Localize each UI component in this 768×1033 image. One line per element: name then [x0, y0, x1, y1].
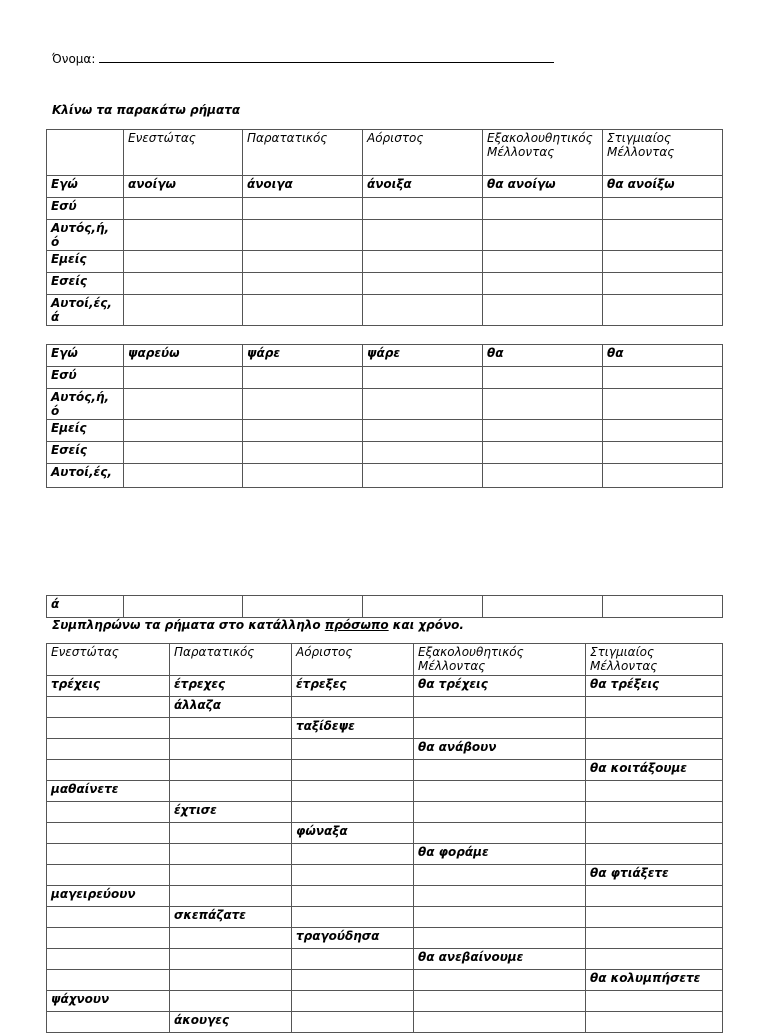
blank-answer-cell[interactable] — [586, 718, 723, 739]
blank-answer-cell[interactable] — [292, 802, 414, 823]
instruction-complete-after: και χρόνο. — [388, 618, 464, 632]
blank-answer-cell[interactable] — [483, 273, 603, 295]
blank-answer-cell[interactable] — [243, 442, 363, 464]
table-cell: θα ανοίξω — [603, 176, 723, 198]
header-cell: Αόριστος — [292, 644, 414, 676]
table-cell: θα — [603, 345, 723, 367]
blank-answer-cell[interactable] — [124, 596, 243, 618]
blank-answer-cell[interactable] — [414, 928, 586, 949]
table-row — [47, 345, 723, 367]
blank-answer-cell[interactable] — [47, 844, 170, 865]
blank-answer-cell[interactable] — [292, 991, 414, 1012]
blank-answer-cell[interactable] — [47, 970, 170, 991]
conjugation-table-psarevo — [46, 344, 723, 488]
blank-answer-cell[interactable] — [586, 844, 723, 865]
table-cell: άνοιγα — [243, 176, 363, 198]
header-cell: Ενεστώτας — [124, 130, 243, 176]
blank-answer-cell[interactable] — [170, 886, 292, 907]
blank-answer-cell[interactable] — [124, 220, 243, 251]
table-row — [47, 220, 723, 251]
table-cell: έτρεχες — [170, 676, 292, 697]
table-row — [47, 420, 723, 442]
header-cell: Στιγμιαίος Μέλλοντας — [586, 644, 723, 676]
blank-answer-cell[interactable] — [414, 781, 586, 802]
table-cell: Αυτός,ή, ό — [47, 220, 124, 251]
table-cell: θα φτιάξετε — [586, 865, 723, 886]
table-cell: θα κολυμπήσετε — [586, 970, 723, 991]
blank-answer-cell[interactable] — [483, 367, 603, 389]
table-row — [47, 718, 723, 739]
blank-answer-cell[interactable] — [363, 251, 483, 273]
table-row — [47, 442, 723, 464]
blank-answer-cell[interactable] — [363, 464, 483, 488]
blank-answer-cell[interactable] — [292, 844, 414, 865]
blank-answer-cell[interactable] — [243, 251, 363, 273]
table-cell: έχτισε — [170, 802, 292, 823]
blank-answer-cell[interactable] — [124, 420, 243, 442]
header-row — [47, 130, 723, 176]
blank-answer-cell[interactable] — [243, 420, 363, 442]
blank-answer-cell[interactable] — [363, 596, 483, 618]
blank-answer-cell[interactable] — [414, 1012, 586, 1033]
instruction-complete — [52, 618, 464, 632]
table-cell: φώναξα — [292, 823, 414, 844]
table-cell: Αυτοί,ές, — [47, 464, 124, 488]
table-row — [47, 389, 723, 420]
table-cell: θα ανάβουν — [414, 739, 586, 760]
blank-answer-cell[interactable] — [414, 991, 586, 1012]
blank-answer-cell[interactable] — [414, 802, 586, 823]
blank-answer-cell[interactable] — [414, 865, 586, 886]
blank-answer-cell[interactable] — [47, 949, 170, 970]
blank-answer-cell[interactable] — [170, 991, 292, 1012]
table-cell: σκεπάζατε — [170, 907, 292, 928]
blank-answer-cell[interactable] — [243, 596, 363, 618]
blank-answer-cell[interactable] — [170, 844, 292, 865]
table-cell: θα φοράμε — [414, 844, 586, 865]
blank-answer-cell[interactable] — [483, 596, 603, 618]
table-cell: ά — [47, 596, 124, 618]
blank-answer-cell[interactable] — [363, 442, 483, 464]
blank-answer-cell[interactable] — [586, 697, 723, 718]
conjugation-table-continuation — [46, 595, 723, 618]
header-cell — [47, 130, 124, 176]
blank-answer-cell[interactable] — [586, 823, 723, 844]
table-cell: μαθαίνετε — [47, 781, 170, 802]
table-cell: ψάρε — [243, 345, 363, 367]
blank-answer-cell[interactable] — [170, 739, 292, 760]
header-row — [47, 644, 723, 676]
blank-answer-cell[interactable] — [414, 760, 586, 781]
blank-answer-cell[interactable] — [414, 697, 586, 718]
blank-answer-cell[interactable] — [292, 739, 414, 760]
blank-answer-cell[interactable] — [586, 802, 723, 823]
blank-answer-cell[interactable] — [483, 389, 603, 420]
header-cell: Παρατατικός — [243, 130, 363, 176]
blank-answer-cell[interactable] — [292, 865, 414, 886]
table-row — [47, 295, 723, 326]
blank-answer-cell[interactable] — [292, 886, 414, 907]
table-row — [47, 198, 723, 220]
table-row — [47, 928, 723, 949]
blank-answer-cell[interactable] — [603, 251, 723, 273]
blank-answer-cell[interactable] — [483, 295, 603, 326]
table-row — [47, 596, 723, 618]
blank-answer-cell[interactable] — [170, 823, 292, 844]
instruction-conjugate: Κλίνω τα παρακάτω ρήματα — [52, 103, 241, 117]
blank-answer-cell[interactable] — [170, 718, 292, 739]
table-cell: Εσείς — [47, 273, 124, 295]
blank-answer-cell[interactable] — [586, 907, 723, 928]
blank-answer-cell[interactable] — [483, 420, 603, 442]
name-label: Όνομα: — [52, 52, 96, 66]
name-field-row — [52, 50, 554, 66]
blank-answer-cell[interactable] — [243, 220, 363, 251]
blank-answer-cell[interactable] — [603, 273, 723, 295]
table-row — [47, 760, 723, 781]
blank-answer-cell[interactable] — [170, 865, 292, 886]
blank-answer-cell[interactable] — [243, 464, 363, 488]
blank-answer-cell[interactable] — [603, 464, 723, 488]
conjugation-table-anoigo — [46, 129, 723, 326]
blank-answer-cell[interactable] — [47, 739, 170, 760]
blank-answer-cell[interactable] — [586, 949, 723, 970]
blank-answer-cell[interactable] — [483, 220, 603, 251]
blank-answer-cell[interactable] — [414, 823, 586, 844]
blank-answer-cell[interactable] — [414, 718, 586, 739]
blank-answer-cell[interactable] — [170, 949, 292, 970]
blank-answer-cell[interactable] — [603, 295, 723, 326]
blank-answer-cell[interactable] — [170, 781, 292, 802]
blank-answer-cell[interactable] — [603, 198, 723, 220]
table-cell: Εσύ — [47, 367, 124, 389]
table-row — [47, 781, 723, 802]
blank-answer-cell[interactable] — [414, 970, 586, 991]
blank-answer-cell[interactable] — [124, 198, 243, 220]
header-cell: Ενεστώτας — [47, 644, 170, 676]
table-row — [47, 464, 723, 488]
table-cell: άλλαζα — [170, 697, 292, 718]
blank-answer-cell[interactable] — [170, 928, 292, 949]
table-cell: ανοίγω — [124, 176, 243, 198]
blank-answer-cell[interactable] — [292, 781, 414, 802]
blank-answer-cell[interactable] — [292, 970, 414, 991]
table-row — [47, 676, 723, 697]
blank-answer-cell[interactable] — [292, 1012, 414, 1033]
table-row — [47, 949, 723, 970]
table-cell: Εσείς — [47, 442, 124, 464]
blank-answer-cell[interactable] — [292, 907, 414, 928]
blank-answer-cell[interactable] — [243, 295, 363, 326]
blank-answer-cell[interactable] — [124, 367, 243, 389]
table-row — [47, 697, 723, 718]
blank-answer-cell[interactable] — [292, 697, 414, 718]
blank-answer-cell[interactable] — [47, 697, 170, 718]
blank-answer-cell[interactable] — [124, 273, 243, 295]
blank-answer-cell[interactable] — [603, 596, 723, 618]
table-cell: μαγειρεύουν — [47, 886, 170, 907]
blank-answer-cell[interactable] — [170, 760, 292, 781]
table-cell: Εγώ — [47, 345, 124, 367]
table-cell: άνοιξα — [363, 176, 483, 198]
blank-answer-cell[interactable] — [603, 367, 723, 389]
blank-answer-cell[interactable] — [47, 928, 170, 949]
header-cell: Παρατατικός — [170, 644, 292, 676]
tense-completion-table — [46, 643, 723, 1033]
blank-answer-cell[interactable] — [363, 389, 483, 420]
blank-answer-cell[interactable] — [414, 886, 586, 907]
blank-answer-cell[interactable] — [47, 802, 170, 823]
blank-answer-cell[interactable] — [124, 251, 243, 273]
blank-answer-cell[interactable] — [483, 251, 603, 273]
table-cell: τρέχεις — [47, 676, 170, 697]
table-row — [47, 970, 723, 991]
blank-answer-cell[interactable] — [292, 949, 414, 970]
table-row — [47, 844, 723, 865]
blank-answer-cell[interactable] — [243, 389, 363, 420]
blank-answer-cell[interactable] — [363, 273, 483, 295]
blank-answer-cell[interactable] — [603, 389, 723, 420]
table-cell: ταξίδεψε — [292, 718, 414, 739]
table-row — [47, 802, 723, 823]
table-row — [47, 251, 723, 273]
table-cell: Εσύ — [47, 198, 124, 220]
table-row — [47, 991, 723, 1012]
table-row — [47, 1012, 723, 1033]
blank-answer-cell[interactable] — [243, 367, 363, 389]
blank-answer-cell[interactable] — [47, 718, 170, 739]
table-row — [47, 823, 723, 844]
table-cell: ψάχνουν — [47, 991, 170, 1012]
blank-answer-cell[interactable] — [363, 220, 483, 251]
blank-answer-cell[interactable] — [586, 928, 723, 949]
table-cell: τραγούδησα — [292, 928, 414, 949]
blank-answer-cell[interactable] — [603, 442, 723, 464]
blank-answer-cell[interactable] — [586, 886, 723, 907]
blank-answer-cell[interactable] — [124, 442, 243, 464]
instruction-complete-underlined: πρόσωπο — [324, 618, 389, 632]
blank-answer-cell[interactable] — [47, 760, 170, 781]
table-row — [47, 886, 723, 907]
table-cell: θα τρέξεις — [586, 676, 723, 697]
blank-answer-cell[interactable] — [363, 198, 483, 220]
table-row — [47, 907, 723, 928]
blank-answer-cell[interactable] — [124, 464, 243, 488]
blank-answer-cell[interactable] — [243, 273, 363, 295]
blank-answer-cell[interactable] — [363, 420, 483, 442]
table-row — [47, 273, 723, 295]
blank-answer-cell[interactable] — [414, 907, 586, 928]
table-row — [47, 176, 723, 198]
header-cell: Εξακολουθητικός Μέλλοντας — [414, 644, 586, 676]
blank-answer-cell[interactable] — [243, 198, 363, 220]
table-cell: θα — [483, 345, 603, 367]
blank-answer-cell[interactable] — [363, 295, 483, 326]
table-cell: θα ανοίγω — [483, 176, 603, 198]
table-cell: θα τρέχεις — [414, 676, 586, 697]
blank-answer-cell[interactable] — [124, 389, 243, 420]
blank-answer-cell[interactable] — [483, 198, 603, 220]
blank-answer-cell[interactable] — [47, 907, 170, 928]
table-cell: ψάρε — [363, 345, 483, 367]
table-cell: Εμείς — [47, 420, 124, 442]
instruction-complete-before: Συμπληρώνω τα ρήματα στο κατάλληλο — [52, 618, 325, 632]
blank-answer-cell[interactable] — [586, 1012, 723, 1033]
blank-answer-cell[interactable] — [170, 970, 292, 991]
blank-answer-cell[interactable] — [47, 823, 170, 844]
table-cell: έτρεξες — [292, 676, 414, 697]
blank-answer-cell[interactable] — [483, 464, 603, 488]
blank-answer-cell[interactable] — [603, 420, 723, 442]
table-row — [47, 367, 723, 389]
table-cell: θα κοιτάξουμε — [586, 760, 723, 781]
blank-answer-cell[interactable] — [586, 739, 723, 760]
table-cell: ψαρεύω — [124, 345, 243, 367]
blank-answer-cell[interactable] — [586, 781, 723, 802]
blank-answer-cell[interactable] — [47, 865, 170, 886]
table-cell: Εμείς — [47, 251, 124, 273]
header-cell: Στιγμιαίος Μέλλοντας — [603, 130, 723, 176]
blank-answer-cell[interactable] — [363, 367, 483, 389]
header-cell: Αόριστος — [363, 130, 483, 176]
table-row — [47, 739, 723, 760]
table-cell: Αυτός,ή, ό — [47, 389, 124, 420]
blank-answer-cell[interactable] — [292, 760, 414, 781]
table-cell: Αυτοί,ές, ά — [47, 295, 124, 326]
blank-answer-cell[interactable] — [603, 220, 723, 251]
blank-answer-cell[interactable] — [483, 442, 603, 464]
header-cell: Εξακολουθητικός Μέλλοντας — [483, 130, 603, 176]
blank-answer-cell[interactable] — [586, 991, 723, 1012]
table-cell: θα ανεβαίνουμε — [414, 949, 586, 970]
name-blank-line[interactable] — [99, 50, 554, 63]
table-cell: Εγώ — [47, 176, 124, 198]
table-row — [47, 865, 723, 886]
blank-answer-cell[interactable] — [124, 295, 243, 326]
table-cell: άκουγες — [170, 1012, 292, 1033]
blank-answer-cell[interactable] — [47, 1012, 170, 1033]
